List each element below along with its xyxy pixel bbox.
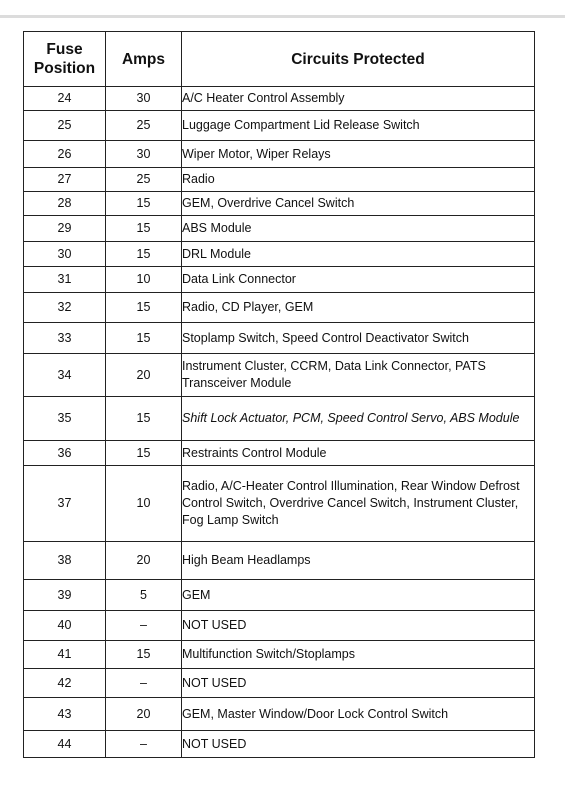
circuits-protected-cell: Multifunction Switch/Stoplamps bbox=[182, 641, 535, 669]
table-row bbox=[24, 267, 535, 293]
amps-cell: 20 bbox=[106, 354, 182, 397]
amps-cell: 25 bbox=[106, 168, 182, 192]
circuits-protected-cell: NOT USED bbox=[182, 669, 535, 698]
amps-cell: 25 bbox=[106, 111, 182, 141]
amps-cell: 20 bbox=[106, 542, 182, 580]
header-fuse-position bbox=[24, 32, 106, 87]
fuse-position-cell: 44 bbox=[24, 731, 106, 758]
amps-cell: 10 bbox=[106, 267, 182, 293]
top-divider bbox=[0, 15, 565, 18]
table-row bbox=[24, 242, 535, 267]
fuse-position-cell: 26 bbox=[24, 141, 106, 168]
fuse-position-cell: 42 bbox=[24, 669, 106, 698]
table-row bbox=[24, 111, 535, 141]
table-row bbox=[24, 354, 535, 397]
amps-cell: 15 bbox=[106, 293, 182, 323]
table-row bbox=[24, 216, 535, 242]
amps-cell: 15 bbox=[106, 641, 182, 669]
amps-cell: – bbox=[106, 669, 182, 698]
table-row bbox=[24, 192, 535, 216]
circuits-protected-cell: Wiper Motor, Wiper Relays bbox=[182, 141, 535, 168]
amps-cell: 15 bbox=[106, 242, 182, 267]
amps-cell: 15 bbox=[106, 441, 182, 466]
amps-cell: 30 bbox=[106, 141, 182, 168]
circuits-protected-cell: NOT USED bbox=[182, 731, 535, 758]
fuse-position-cell: 38 bbox=[24, 542, 106, 580]
table-row bbox=[24, 580, 535, 611]
header-fuse-label: Fuse bbox=[46, 41, 83, 58]
circuits-protected-cell: Radio, A/C-Heater Control Illumination, Rear Window Defrost Control Switch, Overdrive Cancel Switch, Instrument Cluster, Fog Lamp Switch bbox=[182, 466, 535, 542]
fuse-position-cell: 33 bbox=[24, 323, 106, 354]
fuse-position-cell: 43 bbox=[24, 698, 106, 731]
fuse-position-cell: 25 bbox=[24, 111, 106, 141]
circuits-protected-cell: High Beam Headlamps bbox=[182, 542, 535, 580]
circuits-protected-cell: Data Link Connector bbox=[182, 267, 535, 293]
table-row bbox=[24, 698, 535, 731]
fuse-position-cell: 27 bbox=[24, 168, 106, 192]
fuse-position-cell: 32 bbox=[24, 293, 106, 323]
table-row bbox=[24, 669, 535, 698]
table-row bbox=[24, 141, 535, 168]
circuits-protected-cell: Shift Lock Actuator, PCM, Speed Control Servo, ABS Module bbox=[182, 397, 535, 441]
header-position-label: Position bbox=[33, 60, 96, 77]
fuse-position-cell: 24 bbox=[24, 87, 106, 111]
fuse-position-cell: 34 bbox=[24, 354, 106, 397]
table-row bbox=[24, 168, 535, 192]
circuits-protected-cell: DRL Module bbox=[182, 242, 535, 267]
circuits-protected-cell: Radio bbox=[182, 168, 535, 192]
circuits-protected-cell: GEM, Overdrive Cancel Switch bbox=[182, 192, 535, 216]
amps-cell: 15 bbox=[106, 216, 182, 242]
circuits-protected-cell: Instrument Cluster, CCRM, Data Link Connector, PATS Transceiver Module bbox=[182, 354, 535, 397]
table-row bbox=[24, 397, 535, 441]
fuse-position-cell: 31 bbox=[24, 267, 106, 293]
amps-cell: 10 bbox=[106, 466, 182, 542]
circuits-protected-cell: GEM bbox=[182, 580, 535, 611]
amps-cell: 5 bbox=[106, 580, 182, 611]
table-row bbox=[24, 441, 535, 466]
fuse-position-cell: 36 bbox=[24, 441, 106, 466]
table-row bbox=[24, 731, 535, 758]
circuits-protected-cell: A/C Heater Control Assembly bbox=[182, 87, 535, 111]
header-amps: Amps bbox=[106, 32, 182, 87]
circuits-protected-cell: ABS Module bbox=[182, 216, 535, 242]
table-row bbox=[24, 611, 535, 641]
table-row bbox=[24, 293, 535, 323]
circuits-protected-cell: GEM, Master Window/Door Lock Control Switch bbox=[182, 698, 535, 731]
amps-cell: 15 bbox=[106, 192, 182, 216]
fuse-position-cell: 41 bbox=[24, 641, 106, 669]
circuits-protected-cell: Restraints Control Module bbox=[182, 441, 535, 466]
fuse-position-cell: 37 bbox=[24, 466, 106, 542]
table-row bbox=[24, 323, 535, 354]
circuits-protected-cell: NOT USED bbox=[182, 611, 535, 641]
header-circuits-protected: Circuits Protected bbox=[182, 32, 535, 87]
fuse-position-cell: 40 bbox=[24, 611, 106, 641]
amps-cell: 20 bbox=[106, 698, 182, 731]
fuse-position-cell: 30 bbox=[24, 242, 106, 267]
amps-cell: 30 bbox=[106, 87, 182, 111]
amps-cell: 15 bbox=[106, 323, 182, 354]
fuse-position-cell: 28 bbox=[24, 192, 106, 216]
table-row bbox=[24, 641, 535, 669]
circuits-protected-cell: Stoplamp Switch, Speed Control Deactivator Switch bbox=[182, 323, 535, 354]
table-row bbox=[24, 466, 535, 542]
fuse-position-cell: 39 bbox=[24, 580, 106, 611]
fuse-position-cell: 29 bbox=[24, 216, 106, 242]
fuse-position-cell: 35 bbox=[24, 397, 106, 441]
fuse-table bbox=[23, 31, 535, 758]
header-row bbox=[24, 32, 535, 87]
table-row bbox=[24, 542, 535, 580]
amps-cell: 15 bbox=[106, 397, 182, 441]
amps-cell: – bbox=[106, 611, 182, 641]
circuits-protected-cell: Luggage Compartment Lid Release Switch bbox=[182, 111, 535, 141]
table-row bbox=[24, 87, 535, 111]
amps-cell: – bbox=[106, 731, 182, 758]
circuits-protected-cell: Radio, CD Player, GEM bbox=[182, 293, 535, 323]
